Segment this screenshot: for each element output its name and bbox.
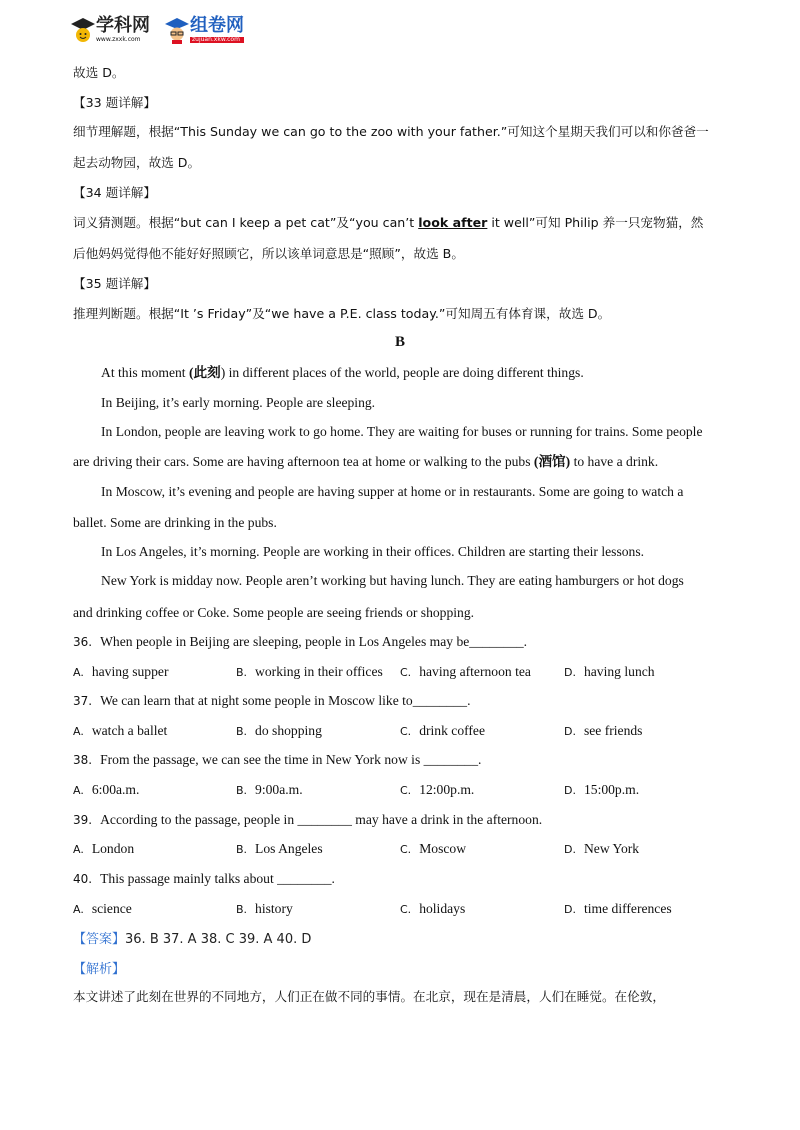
option-text: Moscow	[419, 841, 467, 856]
option-a[interactable]	[73, 663, 168, 682]
option-a[interactable]	[73, 722, 167, 741]
option-text: holidays	[419, 901, 466, 916]
passage-line: New York is midday now. People aren’t working but having lunch. They are eating hamburgers or hot dogs	[101, 573, 684, 588]
option-letter: D.	[564, 784, 576, 797]
option-text: drink coffee	[419, 723, 485, 738]
question-number: 39.	[73, 813, 93, 827]
option-letter: B.	[236, 903, 248, 916]
option-letter: A.	[73, 666, 84, 679]
option-letter: B.	[236, 666, 248, 679]
question-text: From the passage, we can see the time in New York now is ________.	[100, 752, 482, 767]
text-span: ) in different places of the world, people are doing different things.	[220, 365, 584, 380]
option-letter: B.	[236, 843, 248, 856]
zxxk-logo	[70, 16, 150, 44]
gloss: (酒馆)	[533, 454, 571, 469]
question-number: 38.	[73, 753, 93, 767]
option-b[interactable]	[236, 781, 303, 800]
option-text: history	[255, 901, 293, 916]
passage-line: and drinking coffee or Coke. Some people are seeing friends or shopping.	[73, 605, 475, 620]
option-b[interactable]	[236, 663, 383, 682]
student-icon	[164, 16, 190, 44]
explanation-line: 故选 D。	[73, 65, 125, 80]
passage-line	[73, 453, 733, 471]
option-d[interactable]	[564, 722, 642, 741]
option-d[interactable]	[564, 781, 639, 800]
text-span: to have a drink.	[570, 454, 659, 469]
question-number: 40.	[73, 872, 93, 886]
option-c[interactable]	[400, 840, 466, 859]
option-d[interactable]	[564, 663, 655, 682]
text-span: it well”可知 Philip 养一只宠物猫，然	[487, 215, 704, 230]
option-b[interactable]	[236, 722, 322, 741]
logo-name: 组卷网	[190, 15, 244, 36]
question-number: 37.	[73, 694, 93, 708]
passage-line: In Beijing, it’s early morning. People are sleeping.	[101, 395, 376, 410]
explanation-line: 起去动物园，故选 D。	[73, 155, 201, 170]
zujuan-logo	[164, 16, 244, 44]
option-text: see friends	[583, 723, 643, 738]
option-c[interactable]	[400, 722, 485, 741]
question-stem	[73, 870, 733, 888]
option-c[interactable]	[400, 900, 465, 919]
option-c[interactable]	[400, 781, 474, 800]
question-text: This passage mainly talks about ________.	[100, 871, 335, 886]
logo-url: zujuan.xkw.com	[190, 37, 244, 43]
option-letter: B.	[236, 784, 248, 797]
option-letter: C.	[400, 784, 412, 797]
section-title: B	[394, 334, 405, 350]
passage-line: In London, people are leaving work to go home. They are waiting for buses or running for trains. Some people	[101, 424, 703, 439]
option-text: time differences	[583, 901, 672, 916]
option-c[interactable]	[400, 663, 531, 682]
option-letter: A.	[73, 725, 84, 738]
option-text: London	[91, 841, 135, 856]
option-b[interactable]	[236, 840, 323, 859]
logo-url: www.zxxk.com	[96, 36, 141, 43]
gloss: (此刻	[188, 365, 221, 380]
option-text: 15:00p.m.	[583, 782, 640, 797]
option-text: science	[91, 901, 132, 916]
graduate-cap-icon	[70, 16, 96, 44]
option-a[interactable]	[73, 781, 139, 800]
option-d[interactable]	[564, 840, 639, 859]
text-span: 词义猜测题。根据“but can I keep a pet cat”及“you can’t	[73, 215, 419, 230]
option-text: 12:00p.m.	[419, 782, 475, 797]
question-text: According to the passage, people in ________ may have a drink in the afternoon.	[100, 812, 543, 827]
question-heading: 【33 题详解】	[73, 95, 156, 110]
explanation-line: 后他妈妈觉得他不能好好照顾它，所以该单词意思是“照顾”，故选 B。	[73, 246, 464, 261]
answer-tag: 【答案】	[73, 932, 126, 947]
answer-line	[73, 928, 311, 947]
option-letter: D.	[564, 666, 576, 679]
passage-line: ballet. Some are drinking in the pubs.	[73, 515, 277, 530]
option-letter: C.	[400, 725, 412, 738]
logo-name: 学科网	[96, 15, 150, 36]
question-text: We can learn that at night some people in Moscow like to________.	[100, 693, 471, 708]
question-stem	[73, 692, 733, 710]
option-text: having supper	[91, 664, 169, 679]
passage-line: In Moscow, it’s evening and people are having supper at home or in restaurants. Some are going to watch a	[101, 484, 684, 499]
question-heading: 【34 题详解】	[73, 185, 156, 200]
answer-text: 36. B 37. A 38. C 39. A 40. D	[125, 932, 312, 947]
option-text: 6:00a.m.	[91, 782, 140, 797]
option-letter: C.	[400, 903, 412, 916]
question-stem	[73, 811, 733, 829]
passage-line	[101, 364, 761, 382]
question-text: When people in Beijing are sleeping, people in Los Angeles may be________.	[100, 634, 528, 649]
question-stem	[73, 751, 733, 769]
option-letter: A.	[73, 784, 84, 797]
option-text: having afternoon tea	[419, 664, 531, 679]
underlined-phrase: look after	[418, 215, 488, 230]
summary-line: 本文讲述了此刻在世界的不同地方，人们正在做不同的事情。在北京，现在是清晨，人们在睡觉。在伦敦，	[73, 989, 665, 1004]
option-d[interactable]	[564, 900, 672, 919]
option-text: having lunch	[583, 664, 655, 679]
question-number: 36.	[73, 635, 93, 649]
option-text: do shopping	[255, 723, 322, 738]
explanation-line: 推理判断题。根据“It ’s Friday”及“we have a P.E. class today.”可知周五有体育课，故选 D。	[73, 306, 611, 321]
option-text: watch a ballet	[91, 723, 168, 738]
option-letter: A.	[73, 843, 84, 856]
explanation-line	[73, 214, 733, 232]
option-letter: D.	[564, 903, 576, 916]
analysis-tag: 【解析】	[73, 962, 126, 977]
passage-line: In Los Angeles, it’s morning. People are working in their offices. Children are starting their lessons.	[101, 544, 645, 559]
option-a[interactable]	[73, 840, 134, 859]
option-letter: C.	[400, 843, 412, 856]
option-letter: B.	[236, 725, 248, 738]
text-span: are driving their cars. Some are having afternoon tea at home or walking to the pubs	[73, 454, 534, 469]
question-heading: 【35 题详解】	[73, 276, 156, 291]
explanation-line: 细节理解题，根据“This Sunday we can go to the zoo with your father.”可知这个星期天我们可以和你爸爸一	[73, 124, 709, 139]
question-stem	[73, 633, 733, 651]
option-letter: D.	[564, 725, 576, 738]
option-text: Los Angeles	[255, 841, 323, 856]
option-b[interactable]	[236, 900, 293, 919]
header-logos	[70, 12, 258, 48]
option-text: working in their offices	[255, 664, 383, 679]
text-span: At this moment	[101, 365, 189, 380]
option-letter: A.	[73, 903, 84, 916]
option-letter: C.	[400, 666, 412, 679]
option-letter: D.	[564, 843, 576, 856]
option-text: 9:00a.m.	[255, 782, 303, 797]
option-text: New York	[583, 841, 640, 856]
option-a[interactable]	[73, 900, 132, 919]
